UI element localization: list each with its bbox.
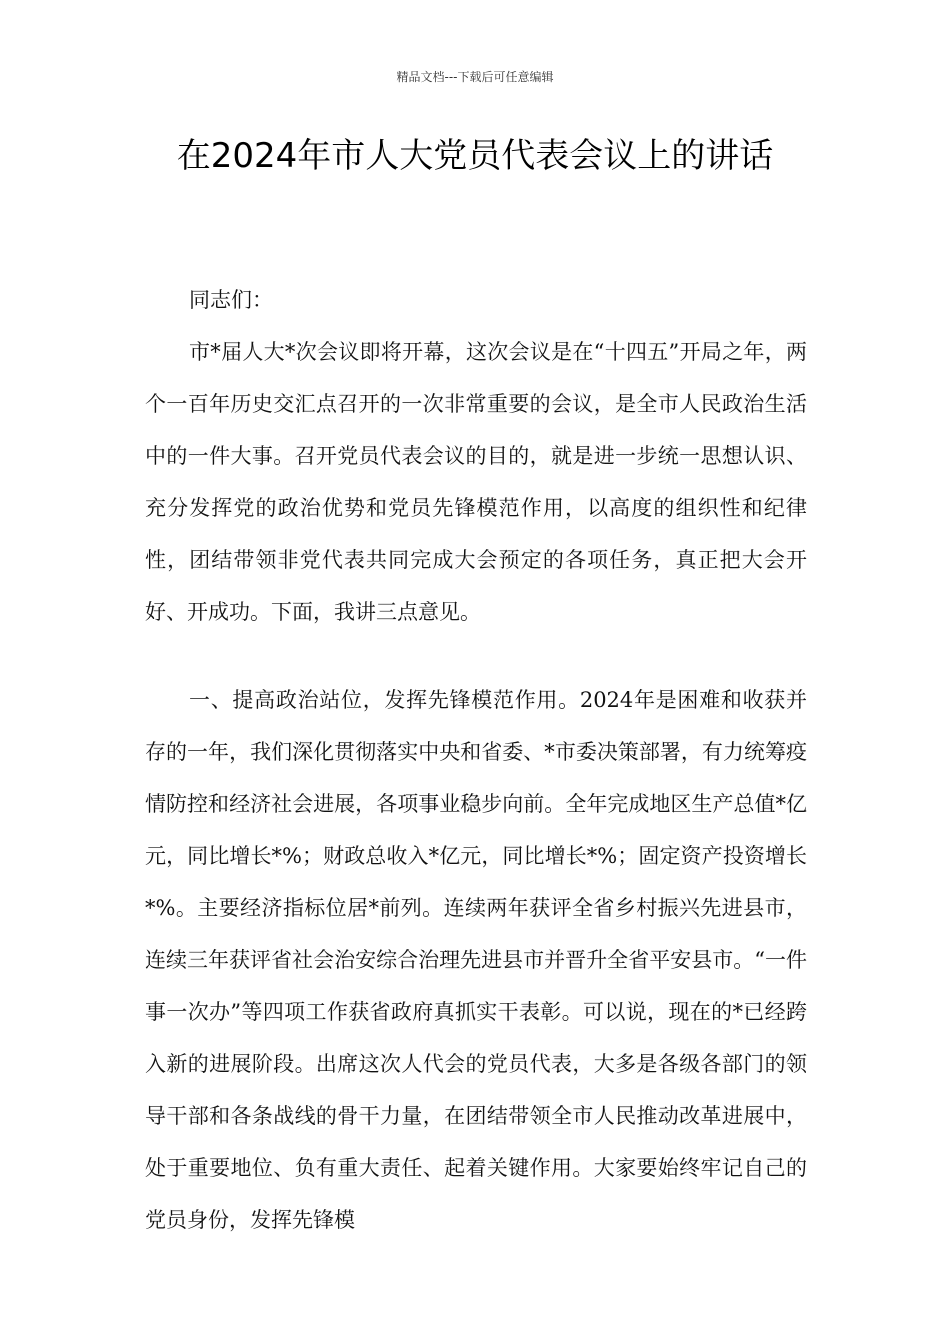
- salutation: 同志们：: [189, 288, 273, 312]
- paragraph-section-one: 一、提高政治站位，发挥先锋模范作用。2024年是困难和收获并存的一年，我们深化贯彻落实中央和省委、*市委决策部署，有力统筹疫情防控和经济社会进展，各项事业稳步向前。全年完成地区生产总值*亿元，同比增长*%；财政总收入*亿元，同比增长*%；固定资产投资增长*%。主要经济指标位居*前列。连续两年获评全省乡村振兴先进县市，连续三年获评省社会治安综合治理先进县市并晋升全省平安县市。“一件事一次办”等四项工作获省政府真抓实干表彰。可以说，现在的*已经跨入新的进展阶段。出席这次人代会的党员代表，大多是各级各部门的领导干部和各条战线的骨干力量，在团结带领全市人民推动改革进展中，处于重要地位、负有重大责任、起着关键作用。大家要始终牢记自己的党员身份，发挥先锋模: [145, 688, 807, 1232]
- header-note: 精品文档---下载后可任意编辑: [396, 70, 554, 84]
- document-title: 在2024年市人大党员代表会议上的讲话: [176, 136, 774, 176]
- paragraph-intro: 市*届人大*次会议即将开幕，这次会议是在“十四五”开局之年，两个一百年历史交汇点召开的一次非常重要的会议，是全市人民政治生活中的一件大事。召开党员代表会议的目的，就是进一步统一思想认识、充分发挥党的政治优势和党员先锋模范作用，以高度的组织性和纪律性，团结带领非党代表共同完成大会预定的各项任务，真正把大会开好、开成功。下面，我讲三点意见。: [145, 340, 807, 624]
